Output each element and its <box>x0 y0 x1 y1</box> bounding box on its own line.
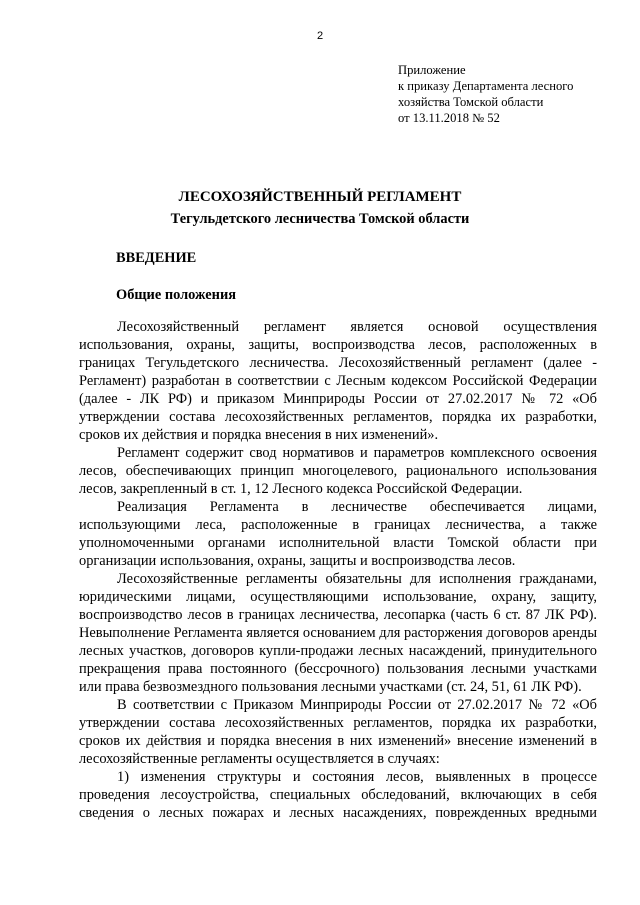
intro-heading: ВВЕДЕНИЕ <box>116 250 197 266</box>
paragraph: Лесохозяйственный регламент является основой осуществления использования, охраны, защиты, воспроизводства лесов, расположенных в границах Тегульдетского лесничества. Лесохозяйственный регламент (далее - Регламент) разработан в соответствии с Лесным кодексом Российской Федерации (далее - ЛК РФ) и приказом Минприроды России от 27.02.2017 № 72 «Об утверждении состава лесохозяйственных регламентов, порядка их разработки, сроков их действия и порядка внесения в них изменений». <box>79 319 597 443</box>
document-body <box>79 318 597 822</box>
document-subtitle: Тегульдетского лесничества Томской области <box>170 211 470 227</box>
appendix-line-3: хозяйства Томской области <box>398 95 544 109</box>
paragraph: Регламент содержит свод нормативов и параметров комплексного освоения лесов, обеспечивающих принцип многоцелевого, рационального использования лесов, закрепленный в ст. 1, 12 Лесного кодекса Российской Федерации. <box>79 445 597 497</box>
paragraph: 1) изменения структуры и состояния лесов, выявленных в процессе проведения лесоустройства, специальных обследований, включающих в себя сведения о лесных пожарах и лесных насаждениях, поврежденных вредными <box>79 769 597 821</box>
paragraph: В соответствии с Приказом Минприроды России от 27.02.2017 № 72 «Об утверждении состава лесохозяйственных регламентов, порядка их разработки, сроков их действия и порядка внесения в них изменений» внесение изменений в лесохозяйственные регламенты осуществляется в случаях: <box>79 697 597 767</box>
appendix-line-1: Приложение <box>398 63 466 77</box>
appendix-block <box>398 62 628 126</box>
document-title: ЛЕСОХОЗЯЙСТВЕННЫЙ РЕГЛАМЕНТ <box>178 189 462 205</box>
appendix-line-4: от 13.11.2018 № 52 <box>398 111 500 125</box>
paragraph: Лесохозяйственные регламенты обязательны для исполнения гражданами, юридическими лицами, осуществляющими использование, охрану, защиту, воспроизводство лесов в границах лесничества, лесопарка (часть 6 ст. 87 ЛК РФ). Невыполнение Регламента является основанием для расторжения договоров аренды лесных участков, договоров купли-продажи лесных насаждений, принудительного прекращения права постоянного (бессрочного) пользования лесными участками или права безвозмездного пользования лесными участками (ст. 24, 51, 61 ЛК РФ). <box>79 571 597 695</box>
paragraph: Реализация Регламента в лесничестве обеспечивается лицами, использующими леса, расположенные в границах лесничества, а также уполномоченными органами исполнительной власти Томской области при организации использования, охраны, защиты и воспроизводства лесов. <box>79 499 597 569</box>
appendix-line-2: к приказу Департамента лесного <box>398 79 574 93</box>
section-heading: Общие положения <box>116 287 237 303</box>
page-number: 2 <box>316 30 324 42</box>
